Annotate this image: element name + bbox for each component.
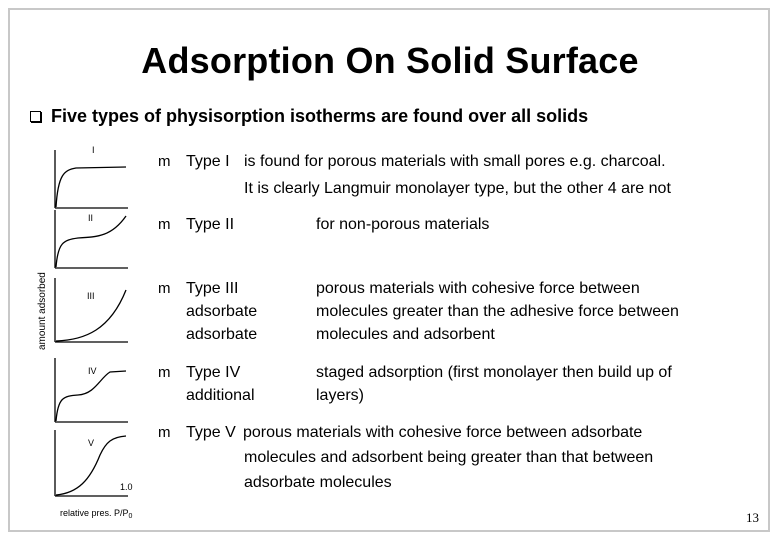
- type-iv-label: Type IV: [186, 364, 241, 381]
- graph-i-curve: [56, 167, 126, 207]
- type-iv-label-line2: additional: [186, 387, 255, 404]
- graph-label-ii: II: [88, 213, 94, 223]
- intro-text: Five types of physisorption isotherms are found over all solids: [51, 106, 589, 126]
- graph-ii-curve: [56, 216, 126, 267]
- type-v-desc-line1: porous materials with cohesive force between adsorbate: [243, 424, 643, 441]
- type-iii-label-line2: adsorbate: [186, 303, 258, 320]
- type-iii-desc-line1: porous materials with cohesive force between: [316, 280, 640, 297]
- type-iv-desc-line1: staged adsorption (first monolayer then build up of: [316, 364, 672, 381]
- type-ii-label: Type II: [186, 216, 235, 233]
- type-iii-desc-line3: molecules and adsorbent: [316, 326, 495, 343]
- type-v-label: Type V: [186, 424, 236, 441]
- type-v-desc-line2: molecules and adsorbent being greater than that between: [244, 449, 654, 466]
- bullet-icon: m: [158, 424, 171, 441]
- type-ii-desc: for non-porous materials: [316, 216, 490, 233]
- graph-label-iv: IV: [88, 366, 97, 376]
- bullet-icon: m: [158, 364, 171, 381]
- bullet-icon: m: [158, 280, 171, 297]
- type-iii-desc-line2: molecules greater than the adhesive force between: [316, 303, 679, 320]
- x-axis-label: relative pres. $P/P_0$: [60, 508, 133, 520]
- bullet-icon: m: [158, 153, 171, 170]
- type-iii-label-line3: adsorbate: [186, 326, 258, 343]
- type-i-desc-line1: is found for porous materials with small pores e.g. charcoal.: [244, 153, 666, 170]
- type-iv-desc-line2: layers): [316, 387, 365, 404]
- graph-label-iii: III: [87, 291, 95, 301]
- bullet-icon: m: [158, 216, 171, 233]
- page-number: 13: [746, 510, 759, 525]
- graph-iv-curve: [56, 371, 126, 421]
- type-i-label: Type I: [186, 153, 230, 170]
- type-v-desc-line3: adsorbate molecules: [244, 474, 392, 491]
- graph-label-v: V: [88, 438, 95, 448]
- slide-title: Adsorption On Solid Surface: [141, 40, 639, 81]
- type-iii-label: Type III: [186, 280, 239, 297]
- type-i-desc-line2: It is clearly Langmuir monolayer type, but the other 4 are not: [244, 180, 671, 197]
- x-axis-max-label: 1.0: [120, 482, 133, 492]
- graph-label-i: I: [92, 145, 95, 155]
